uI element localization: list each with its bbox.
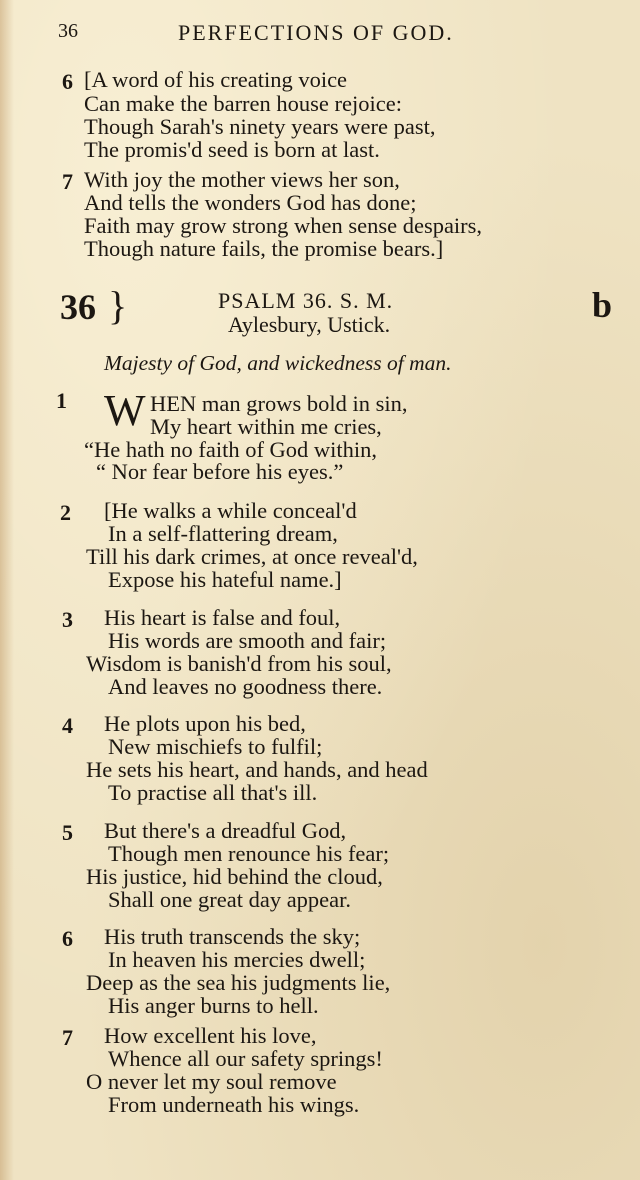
verse-line: Faith may grow strong when sense despairs,	[84, 213, 483, 238]
verse-line: O never let my soul remove	[86, 1069, 337, 1094]
verse-line: In a self-flattering dream,	[108, 521, 338, 546]
page-edge-shadow	[0, 0, 14, 1180]
hymn-brace: }	[108, 283, 128, 328]
verse-line: He sets his heart, and hands, and head	[86, 757, 428, 782]
hymn-number: 36	[60, 287, 96, 327]
verse-line: Till his dark crimes, at once reveal'd,	[86, 544, 418, 569]
hymn-subject: Majesty of God, and wickedness of man.	[104, 351, 452, 375]
tune-names: Aylesbury, Ustick.	[228, 312, 391, 337]
verse-line: His heart is false and foul,	[104, 605, 341, 630]
verse-line: And leaves no goodness there.	[108, 674, 383, 699]
verse-line: Deep as the sea his judgments lie,	[86, 970, 391, 995]
verse-line: With joy the mother views her son,	[84, 167, 400, 192]
stanza-number: 7	[62, 169, 73, 194]
verse-line: Can make the barren house rejoice:	[84, 91, 402, 116]
verse-line: In heaven his mercies dwell;	[108, 947, 366, 972]
verse-line: From underneath his wings.	[108, 1092, 360, 1117]
page-number: 36	[58, 20, 78, 42]
verse-line: Though men renounce his fear;	[108, 841, 390, 866]
verse-line: His truth transcends the sky;	[104, 924, 361, 949]
stanza-number: 7	[62, 1025, 73, 1050]
verse-line: Though Sarah's ninety years were past,	[84, 114, 436, 139]
running-title: PERFECTIONS OF GOD.	[178, 20, 454, 45]
drop-cap: W	[104, 386, 146, 435]
stanza-number: 2	[60, 500, 71, 525]
verse-line: “He hath no faith of God within,	[84, 437, 378, 462]
verse-line: [A word of his creating voice	[84, 67, 348, 92]
verse-line: HEN man grows bold in sin,	[150, 391, 408, 416]
verse-line: He plots upon his bed,	[104, 711, 306, 736]
stanza-number: 1	[56, 388, 67, 413]
verse-line: “ Nor fear before his eyes.”	[96, 459, 344, 484]
verse-line: Expose his hateful name.]	[108, 567, 342, 592]
stanza-number: 4	[62, 713, 73, 738]
verse-line: New mischiefs to fulfil;	[108, 734, 323, 759]
psalm-title: PSALM 36. S. M.	[218, 288, 394, 313]
verse-line: To practise all that's ill.	[108, 780, 318, 805]
stanza-number: 6	[62, 926, 73, 951]
verse-line: Shall one great day appear.	[108, 887, 352, 912]
verse-line: Wisdom is banish'd from his soul,	[86, 651, 392, 676]
verse-line: Whence all our safety springs!	[108, 1046, 383, 1071]
verse-line: How excellent his love,	[104, 1023, 317, 1048]
stanza-number: 6	[62, 69, 73, 94]
verse-line: [He walks a while conceal'd	[104, 498, 357, 523]
verse-line: His words are smooth and fair;	[108, 628, 387, 653]
margin-letter: b	[592, 285, 613, 325]
verse-line: Though nature fails, the promise bears.]	[84, 236, 444, 261]
verse-line: His justice, hid behind the cloud,	[86, 864, 383, 889]
verse-line: His anger burns to hell.	[108, 993, 319, 1018]
verse-line: And tells the wonders God has done;	[84, 190, 417, 215]
verse-line: My heart within me cries,	[150, 414, 382, 439]
verse-line: But there's a dreadful God,	[104, 818, 347, 843]
verse-line: The promis'd seed is born at last.	[84, 137, 380, 162]
stanza-number: 3	[62, 607, 73, 632]
stanza-number: 5	[62, 820, 73, 845]
